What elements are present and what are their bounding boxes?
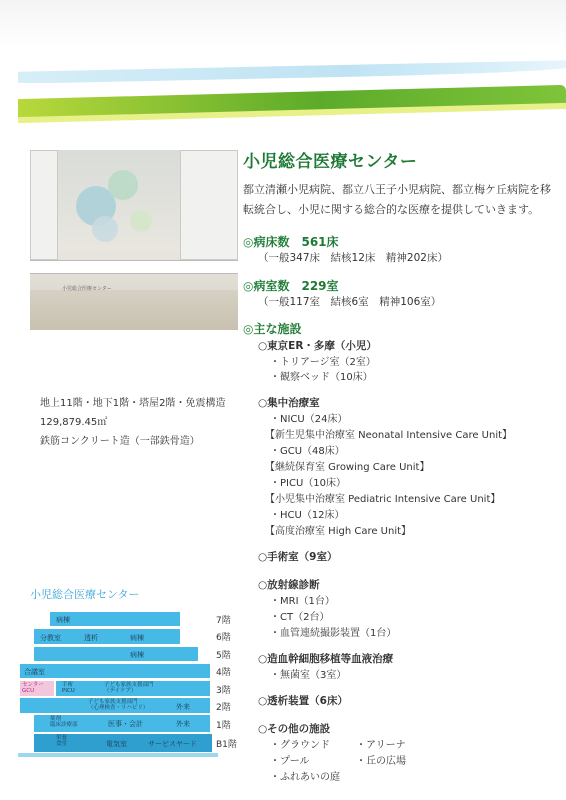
double-circle-icon: ◎ bbox=[243, 279, 254, 293]
beds-detail: （一般347床 結核12床 精神202床） bbox=[258, 252, 448, 264]
stemcell-title: ○造血幹細胞移植等血液治療 bbox=[258, 653, 394, 665]
list-item: ・丘の広場 bbox=[356, 756, 406, 767]
er-title: ○東京ER・多摩（小児） bbox=[258, 340, 377, 352]
list-item: ・トリアージ室（2室） bbox=[270, 357, 376, 368]
spec-area: 129,879.45㎡ bbox=[40, 417, 108, 428]
floor-cell: 外来 bbox=[176, 703, 190, 711]
floor-cell: センター GCU bbox=[22, 682, 44, 694]
floor-cell: 栄養 食堂 bbox=[56, 735, 68, 747]
floor-cell: 外来 bbox=[176, 720, 190, 728]
floor-cell: 電気室 bbox=[106, 740, 127, 748]
floor-cell: 薬剤 臨床診療部 bbox=[50, 716, 78, 728]
list-item: ・観察ベッド（10床） bbox=[270, 372, 373, 383]
floor-cell: 医事・会計 bbox=[108, 720, 143, 728]
floor-label: 7階 bbox=[216, 616, 231, 626]
floor-cell: 子ども家族支援部門 （デイケア） bbox=[104, 682, 154, 694]
floor-label: B1階 bbox=[216, 740, 237, 750]
spec-structure: 鉄筋コンクリート造（一部鉄骨造） bbox=[40, 436, 200, 447]
page-title: 小児総合医療センター bbox=[243, 152, 418, 172]
rooms-heading bbox=[243, 277, 339, 294]
list-item: 【新生児集中治療室 Neonatal Intensive Care Unit】 bbox=[265, 430, 513, 441]
floor-cell: 透析 bbox=[84, 634, 98, 642]
blue-wave-decoration bbox=[18, 60, 566, 83]
rooms-heading-text: 病室数 229室 bbox=[253, 279, 339, 293]
list-item: ・アリーナ bbox=[356, 740, 406, 751]
diagram-title: 小児総合医療センター bbox=[30, 588, 140, 601]
rooms-detail: （一般117室 結核6室 精神106室） bbox=[258, 296, 442, 308]
floor-label: 4階 bbox=[216, 668, 231, 678]
beds-heading bbox=[243, 233, 339, 250]
dialysis-title: ○透析装置（6床） bbox=[258, 695, 348, 707]
floor-cell: 病棟 bbox=[56, 616, 70, 624]
facilities-heading bbox=[243, 320, 302, 337]
floor-label: 5階 bbox=[216, 651, 231, 661]
list-item: ・HCU（12床） bbox=[270, 510, 345, 521]
atrium-photo bbox=[30, 150, 238, 330]
facilities-heading-text: 主な施設 bbox=[253, 322, 302, 336]
floor-cell: 手術 PICU bbox=[62, 682, 75, 694]
floor-label: 6階 bbox=[216, 633, 231, 643]
list-item: ・グラウンド bbox=[270, 740, 330, 751]
floor-label: 3階 bbox=[216, 686, 231, 696]
header-band bbox=[0, 0, 566, 48]
floor-label: 1階 bbox=[216, 721, 231, 731]
floor-cell: 分教室 bbox=[40, 634, 61, 642]
list-item: ・CT（2台） bbox=[270, 612, 330, 623]
list-item: ・ふれあいの庭 bbox=[270, 772, 340, 783]
list-item: ・プール bbox=[270, 756, 310, 767]
radiology-title: ○放射線診断 bbox=[258, 579, 320, 591]
list-item: ・MRI（1台） bbox=[270, 596, 335, 607]
ground-line bbox=[18, 753, 218, 757]
intro-text: 都立清瀬小児病院、都立八王子小児病院、都立梅ケ丘病院を移転統合し、小児に関する総合的な医療を提供していきます。 bbox=[243, 183, 551, 216]
double-circle-icon: ◎ bbox=[243, 322, 254, 336]
icu-title: ○集中治療室 bbox=[258, 397, 320, 409]
floor-cell: 子ども家族支援部門 （心理検査・リハビリ） bbox=[88, 699, 149, 711]
list-item: ・無菌室（3室） bbox=[270, 670, 347, 681]
list-item: 【小児集中治療室 Pediatric Intensive Care Unit】 bbox=[265, 494, 501, 505]
spec-floors: 地上11階・地下1階・塔屋2階・免震構造 bbox=[40, 398, 226, 409]
list-item: 【継続保育室 Growing Care Unit】 bbox=[265, 462, 430, 473]
list-item: ・NICU（24床） bbox=[270, 414, 348, 425]
floor-cell: 病棟 bbox=[130, 634, 144, 642]
list-item: ・血管連続撮影装置（1台） bbox=[270, 628, 397, 639]
beds-heading-text: 病床数 561床 bbox=[253, 235, 339, 249]
surgery-title: ○手術室（9室） bbox=[258, 551, 338, 563]
floor-label: 2階 bbox=[216, 703, 231, 713]
floor-cell: サービスヤード bbox=[148, 740, 197, 748]
other-title: ○その他の施設 bbox=[258, 723, 331, 735]
floor-cell: 合議室 bbox=[24, 668, 45, 676]
list-item: ・GCU（48床） bbox=[270, 446, 345, 457]
double-circle-icon: ◎ bbox=[243, 235, 254, 249]
photo-sign-text: 小児総合医療センター bbox=[62, 286, 112, 292]
list-item: 【高度治療室 High Care Unit】 bbox=[265, 526, 412, 537]
list-item: ・PICU（10床） bbox=[270, 478, 347, 489]
floor-cell: 病棟 bbox=[130, 651, 144, 659]
